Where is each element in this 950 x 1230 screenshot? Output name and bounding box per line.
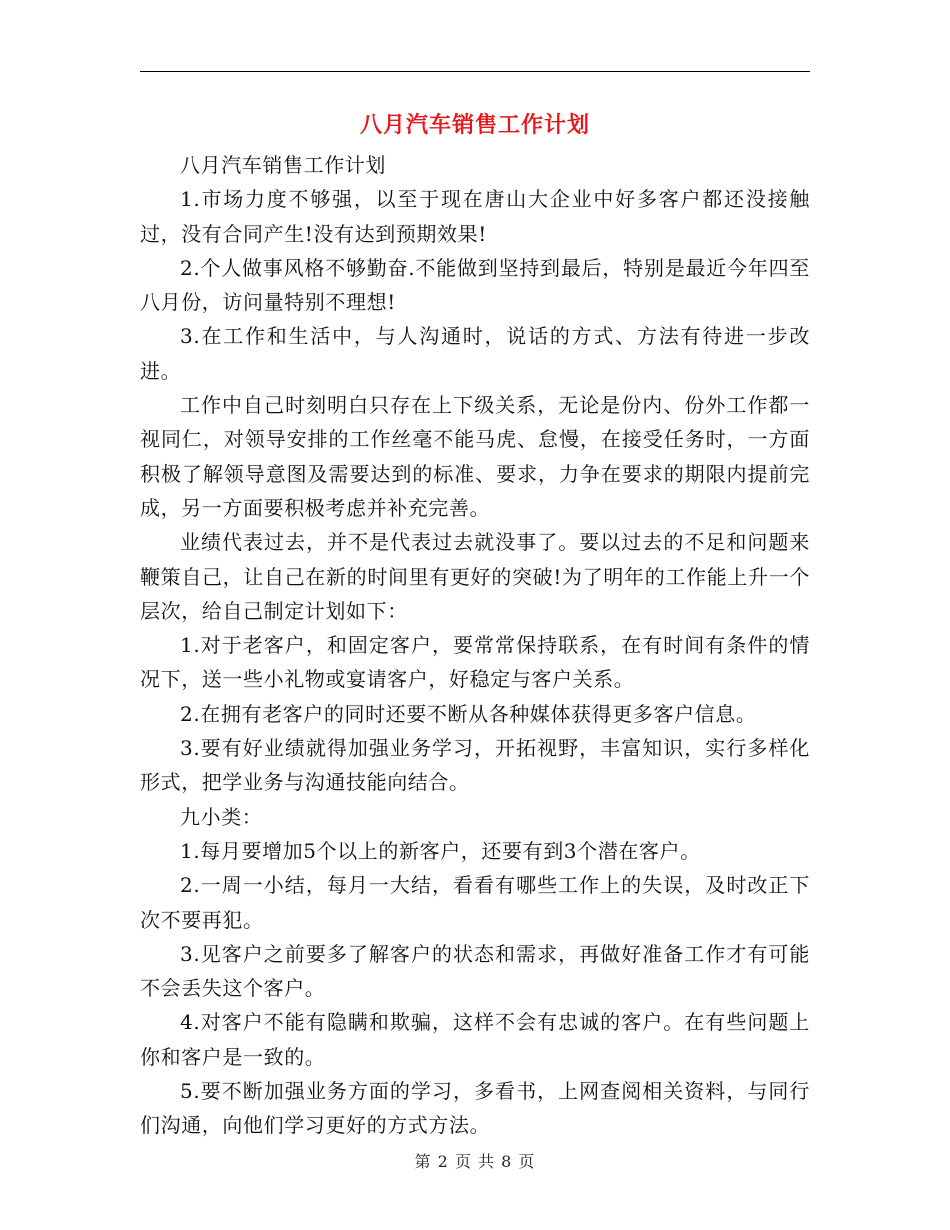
page-number: 第 2 页 共 8 页 [414,1152,536,1171]
body-paragraph: 5.要不断加强业务方面的学习，多看书，上网查阅相关资料，与同行们沟通，向他们学习更好的方式方法。 [140,1079,810,1138]
body-paragraph: 3.在工作和生活中，与人沟通时，说话的方式、方法有待进一步改进。 [140,324,810,383]
body-paragraph: 九小类： [180,804,263,829]
body-paragraph: 1.市场力度不够强，以至于现在唐山大企业中好多客户都还没接触过，没有合同产生!没有达到预期效果! [140,187,810,246]
body-paragraph: 3.要有好业绩就得加强业务学习，开拓视野，丰富知识，实行多样化形式，把学业务与沟通技能向结合。 [140,736,810,795]
body-paragraph: 八月汽车销售工作计划 [180,153,386,177]
body-paragraph: 1.对于老客户，和固定客户，要常常保持联系，在有时间有条件的情况下，送一些小礼物或宴请客户，好稳定与客户关系。 [140,633,810,692]
body-paragraph: 3.见客户之前要多了解客户的状态和需求，再做好准备工作才有可能不会丢失这个客户。 [140,941,810,1001]
body-paragraph: 1.每月要增加5个以上的新客户，还要有到3个潜在客户。 [180,838,701,863]
body-paragraph: 2.一周一小结，每月一大结，看看有哪些工作上的失误，及时改正下次不要再犯。 [140,873,810,932]
body-paragraph: 工作中自己时刻明白只存在上下级关系，无论是份内、份外工作都一视同仁，对领导安排的工作丝毫不能马虎、怠慢，在接受任务时，一方面积极了解领导意图及需要达到的标准、要求，力争在要求的期限内提前完成，另一方面要积极考虑并补充完善。 [140,393,810,520]
body-paragraph: 4.对客户不能有隐瞒和欺骗，这样不会有忠诚的客户。在有些问题上你和客户是一致的。 [140,1010,810,1069]
body-paragraph: 2.个人做事风格不够勤奋.不能做到坚持到最后，特别是最近今年四至八月份，访问量特别不理想! [140,255,810,315]
document-title: 八月汽车销售工作计划 [359,112,590,138]
body-paragraph: 业绩代表过去，并不是代表过去就没事了。要以过去的不足和问题来鞭策自己，让自己在新的时间里有更好的突破!为了明年的工作能上升一个层次，给自己制定计划如下： [140,530,810,623]
body-paragraph: 2.在拥有老客户的同时还要不断从各种媒体获得更多客户信息。 [180,701,757,726]
document-body [140,148,810,1143]
header-rule [140,71,810,72]
